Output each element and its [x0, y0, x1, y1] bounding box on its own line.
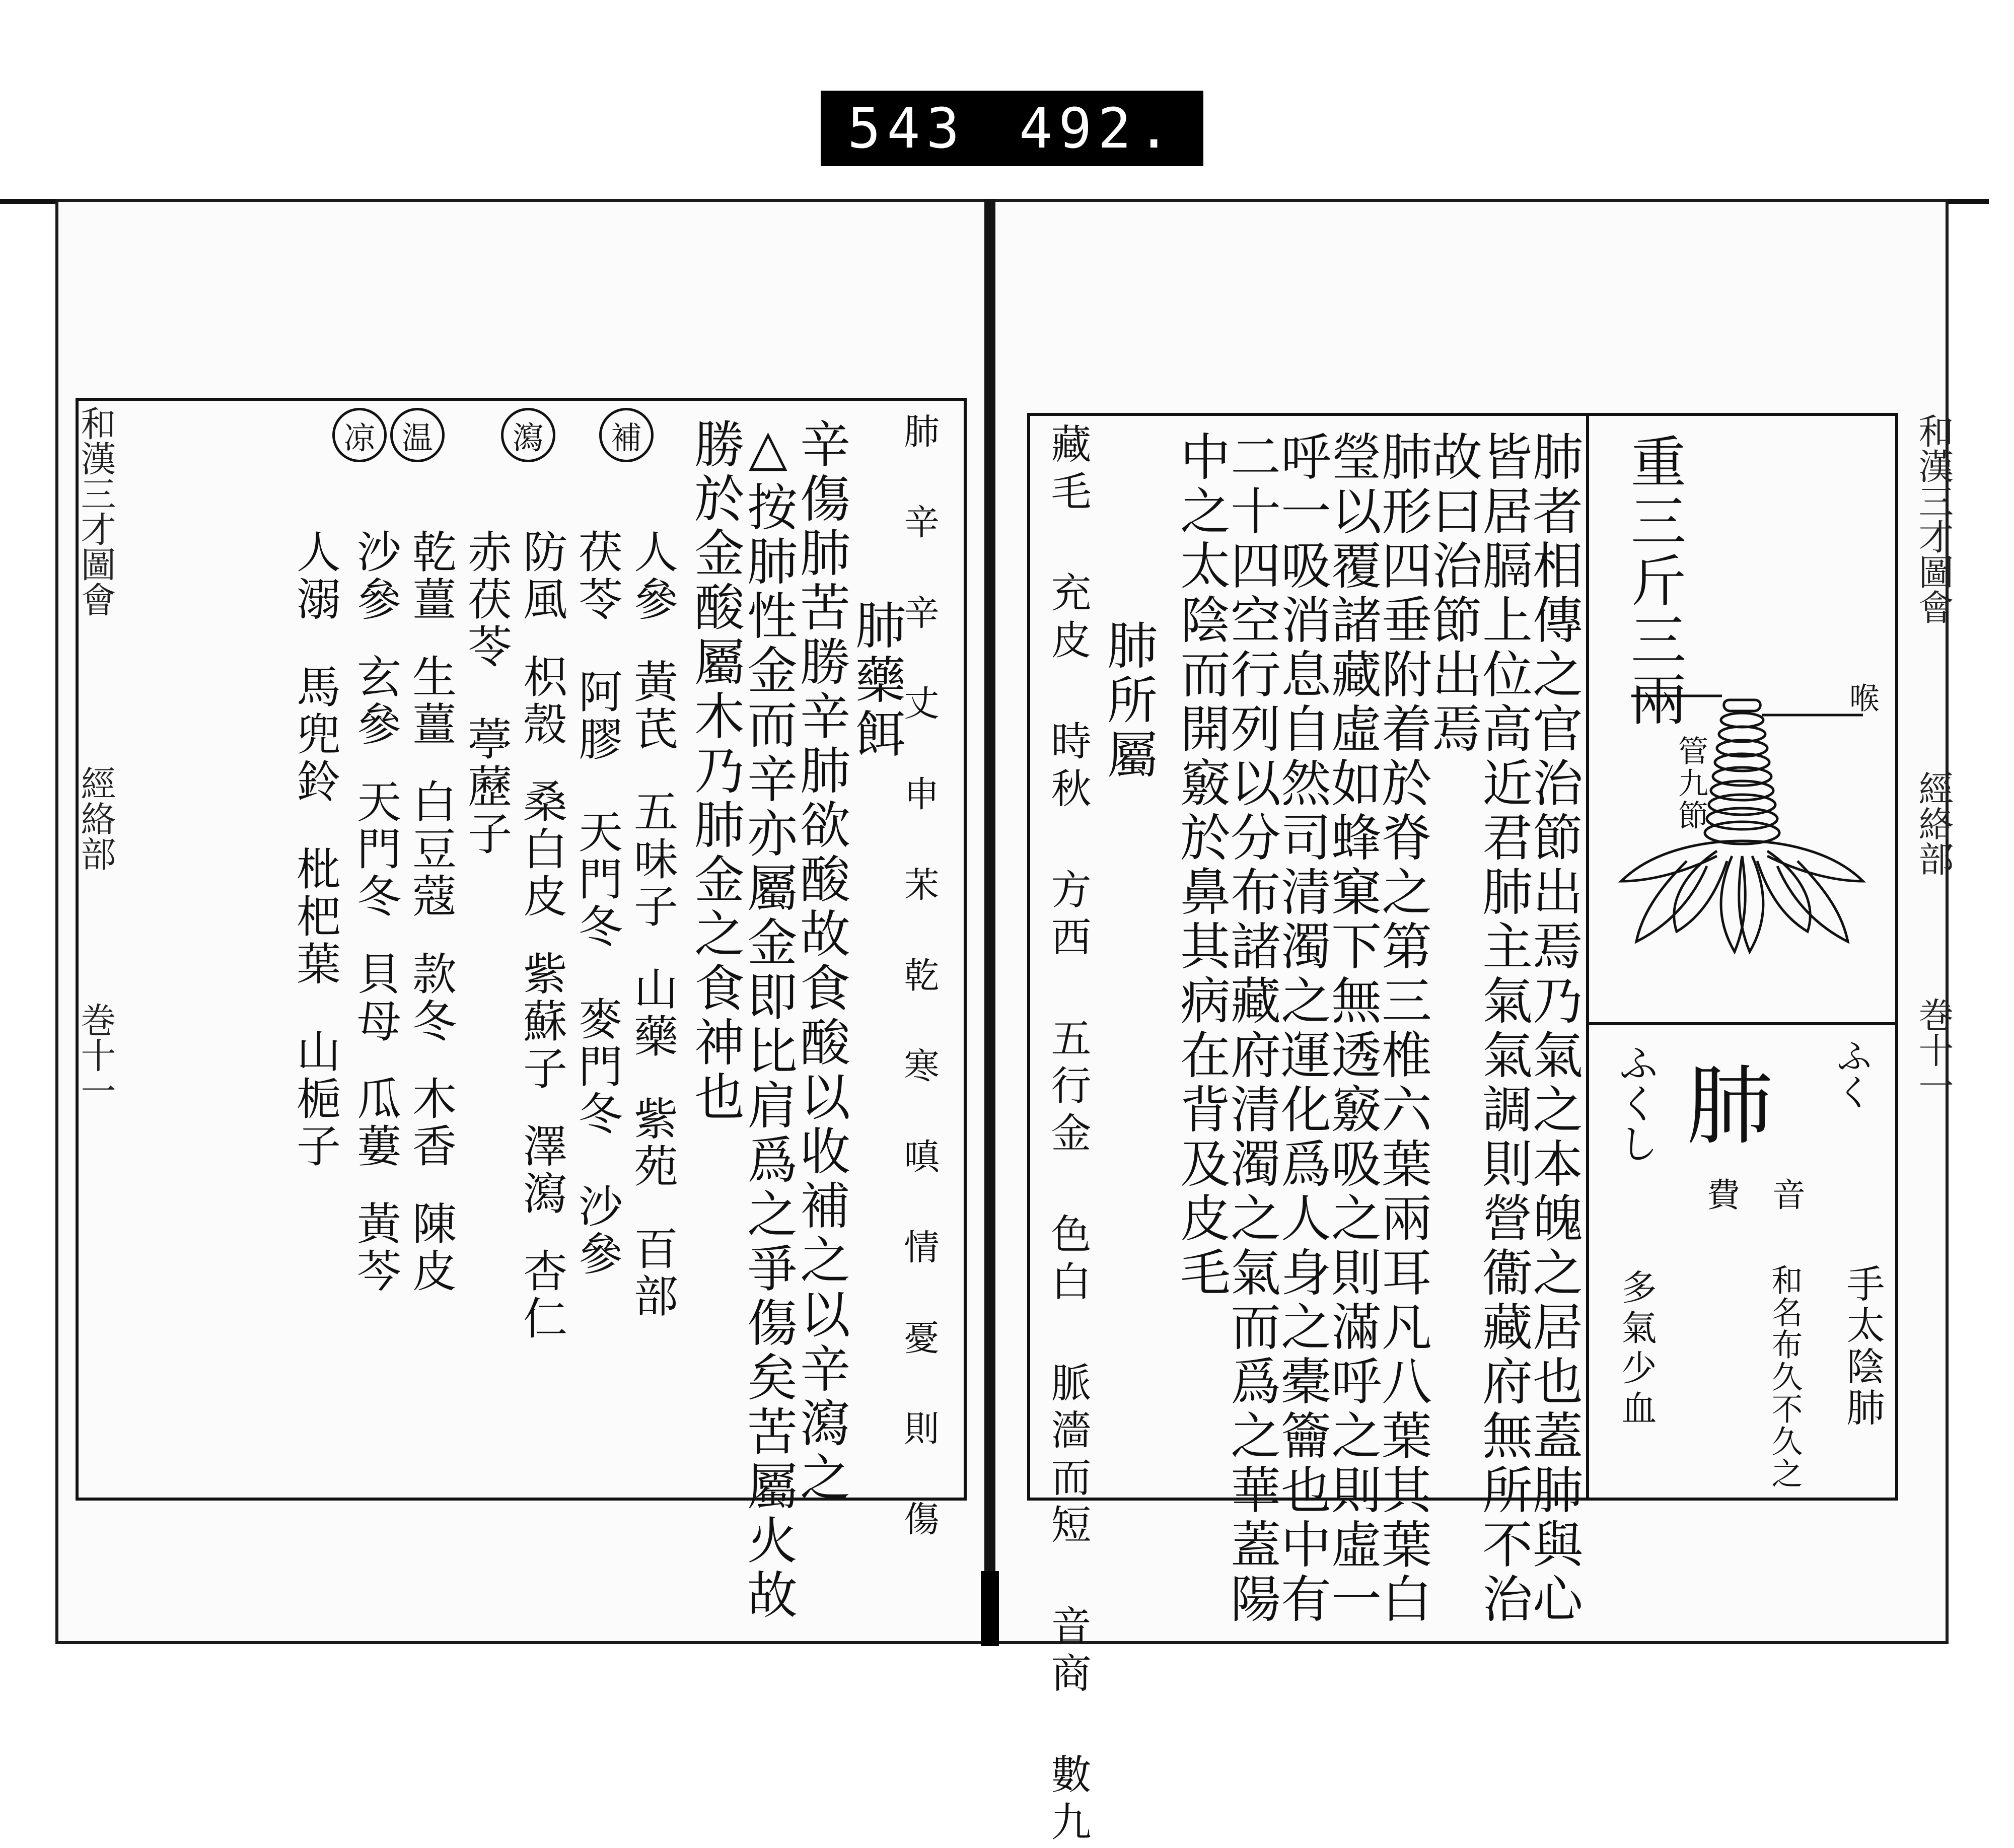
herb-item: 麥門冬	[571, 996, 623, 1138]
herb-item: 木香	[405, 1076, 457, 1170]
badge-tonify: 補	[599, 408, 654, 462]
herb-item: 杏仁	[516, 1248, 568, 1342]
herb-item: 人溺	[290, 529, 341, 623]
meridian-name: 手太陰肺	[1840, 1264, 1885, 1429]
commentary-line: △按肺性金而辛亦屬金即比肩爲之爭傷矣苦屬火故	[739, 418, 798, 1623]
herb-item: 生薑	[405, 654, 457, 748]
illustration-divider-horizontal	[1589, 1022, 1898, 1025]
herb-item: 防風	[516, 529, 568, 623]
main-text-line: 肺形四垂附着於脊之第三椎六葉兩耳凡八葉其葉白	[1373, 431, 1432, 1627]
herb-item: 貝母	[350, 951, 402, 1045]
main-text-line: 中之太陰而開竅於鼻其病在背及皮毛	[1172, 431, 1231, 1301]
main-text-line: 肺者相傳之官治節出焉乃氣之本魄之居也蓋肺與心	[1524, 431, 1583, 1627]
weight-line: 重三斤三兩	[1622, 433, 1686, 730]
herb-column	[398, 529, 457, 1435]
left-margin-title: 和漢三才圖會	[75, 405, 116, 617]
badge-cool: 凉	[332, 408, 387, 462]
herb-item: 茯苓	[571, 529, 623, 623]
herb-item: 紫蘇子	[516, 951, 568, 1093]
herb-item: 澤瀉	[516, 1123, 568, 1218]
main-text-line: 呼一吸消息自然司清濁之運化爲人身之橐籥也中有	[1272, 431, 1331, 1627]
herb-item: 人參	[627, 529, 679, 623]
herb-item: 阿膠	[571, 669, 623, 763]
right-margin-section: 經絡部	[1913, 770, 1954, 876]
herb-item: 乾薑	[405, 529, 457, 623]
commentary-line: 勝於金酸屬木乃肺金之食神也	[686, 418, 745, 1125]
herb-item: 黃芩	[350, 1200, 402, 1295]
herb-column	[619, 529, 679, 1435]
entry-title: 肺	[1687, 1057, 1773, 1157]
catalog-number-left: 543	[847, 96, 966, 161]
herb-column	[509, 529, 568, 1435]
herb-column	[564, 529, 623, 1435]
commentary-line: 辛傷肺苦勝辛肺欲酸故食酸以收補之以辛瀉之	[792, 418, 850, 1506]
herb-item: 天門冬	[350, 778, 402, 920]
herb-column	[342, 529, 402, 1435]
badge-warm: 温	[390, 408, 445, 462]
book-spine	[984, 199, 995, 1644]
qi-blood-note: 多氣少血	[1616, 1269, 1657, 1430]
section-title: 肺藥餌	[847, 599, 906, 762]
herb-item: 枳殼	[516, 654, 568, 748]
herb-item: 葶藶子	[461, 716, 513, 858]
herb-column	[453, 529, 513, 1032]
spine-tab	[981, 1571, 999, 1646]
meridian-japanese-name: 和名布久不久之	[1766, 1264, 1803, 1489]
left-header-line: 肺 辛 辛 丈 申 㭉 乾 寒 嗔 情 憂 則 傷	[898, 413, 940, 1543]
main-text-line: 瑩以覆諸藏虛如蜂窠下無透竅吸之則滿呼之則虛一	[1323, 431, 1382, 1627]
left-margin-volume: 巻十一	[75, 1002, 116, 1108]
affiliation-list: 藏毛 充皮 時秋 方西 五行金 色白 脈濇而短 音商 數九	[1044, 423, 1091, 1848]
main-text-line: 二十四空行列以分布諸藏府清濁之氣而爲之華蓋陽	[1222, 431, 1281, 1627]
reading-character: 費	[1707, 1176, 1740, 1215]
kana-reading-left: ふくし	[1612, 1042, 1659, 1163]
herb-item: 馬兜鈴	[290, 664, 341, 806]
right-margin-volume: 巻十一	[1913, 997, 1954, 1103]
herb-item: 玄參	[350, 654, 402, 748]
herb-item: 桑白皮	[516, 778, 568, 920]
lung-illustration	[1601, 680, 1883, 982]
right-margin-title: 和漢三才圖會	[1913, 413, 1954, 624]
herb-item: 五味子	[627, 789, 679, 931]
left-margin-section: 經絡部	[75, 765, 116, 871]
herb-item: 百部	[627, 1226, 679, 1320]
illustration-label-top: 喉	[1844, 682, 1880, 713]
herb-item: 瓜蔞	[350, 1076, 402, 1170]
main-text-line: 故曰治節出焉	[1423, 431, 1482, 757]
herb-item: 枇杷葉	[290, 846, 341, 988]
herb-item: 陳皮	[405, 1200, 457, 1295]
catalog-label	[821, 91, 1203, 166]
herb-item: 沙參	[571, 1183, 623, 1278]
badge-drain: 瀉	[501, 408, 555, 462]
herb-item: 紫苑	[627, 1096, 679, 1190]
catalog-number-right: 492.	[1019, 96, 1177, 161]
herb-item: 赤茯苓	[461, 529, 513, 671]
herb-item: 沙參	[350, 529, 402, 623]
herb-item: 黃芪	[627, 659, 679, 753]
kana-reading-right: ふく	[1830, 1037, 1873, 1110]
affiliation-title: 肺所屬	[1099, 619, 1158, 783]
illustration-label-side: 管九節	[1673, 735, 1708, 832]
herb-item: 山藥	[627, 966, 679, 1060]
herb-item: 款冬	[405, 951, 457, 1045]
herb-item: 山梔子	[290, 1028, 341, 1170]
herb-item: 白豆蔻	[405, 778, 457, 920]
reading-marker: 音	[1772, 1176, 1806, 1215]
herb-column	[282, 529, 341, 1334]
herb-item: 天門冬	[571, 809, 623, 951]
main-text-line: 皆居膈上位高近君肺主氣氣調則營衞藏府無所不治	[1474, 431, 1533, 1627]
illustration-divider-vertical	[1586, 413, 1589, 1501]
